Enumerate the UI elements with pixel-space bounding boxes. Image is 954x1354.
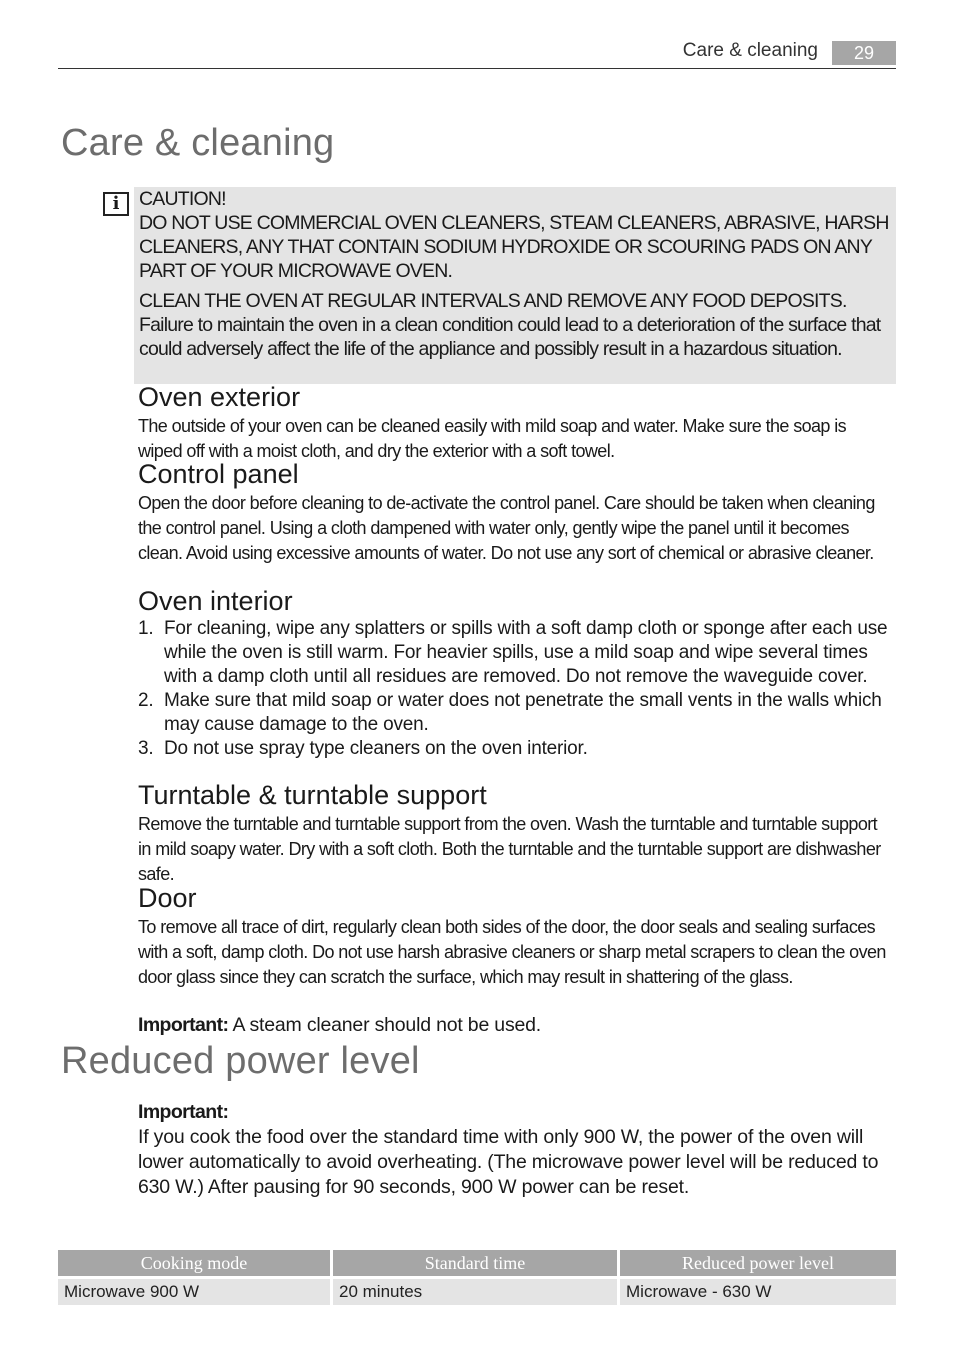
power-table — [58, 1250, 896, 1305]
table-cell: Microwave - 630 W — [620, 1279, 896, 1305]
caution-heading: CAUTION! — [139, 188, 226, 210]
header-divider — [58, 68, 896, 69]
list-item: 3. Do not use spray type cleaners on the oven interior. — [138, 738, 588, 759]
heading-oven-exterior: Oven exterior — [138, 382, 301, 412]
section-title-reduced-power: Reduced power level — [61, 1040, 420, 1082]
caution-line-1: DO NOT USE COMMERCIAL OVEN CLEANERS, STEAM CLEANERS, ABRASIVE, HARSH CLEANERS, ANY THAT CONTAIN SODIUM HYDROXIDE OR SCOURING PADS ON ANY PART OF YOUR MICROWAVE OVEN. — [139, 212, 889, 282]
table-header-cell: Cooking mode — [58, 1250, 330, 1276]
reduced-power-important-label: Important: — [138, 1101, 229, 1123]
caution-text — [139, 187, 894, 361]
text-door: To remove all trace of dirt, regularly clean both sides of the door, the door seals and sealing surfaces with a soft, damp cloth. Do not use harsh abrasive cleaners or sharp metal scrapers to clean the oven door glass since they can scratch the surface, which may result in shattering of the glass. — [138, 917, 886, 987]
table-header-cell: Standard time — [333, 1250, 617, 1276]
table-header-cell: Reduced power level — [620, 1250, 896, 1276]
heading-turntable: Turntable & turntable support — [138, 780, 487, 810]
important-text: A steam cleaner should not be used. — [228, 1014, 542, 1036]
section-title-care-cleaning: Care & cleaning — [61, 122, 335, 164]
caution-line-2: CLEAN THE OVEN AT REGULAR INTERVALS AND REMOVE ANY FOOD DEPOSITS. — [139, 290, 847, 312]
heading-oven-interior: Oven interior — [138, 586, 293, 616]
heading-control-panel: Control panel — [138, 459, 299, 489]
list-item: 2. Make sure that mild soap or water does not penetrate the small vents in the walls which may cause damage to the oven. — [138, 690, 882, 735]
text-oven-exterior: The outside of your oven can be cleaned easily with mild soap and water. Make sure the soap is wiped off with a moist cloth, and dry the exterior with a soft towel. — [138, 416, 847, 461]
table-cell: 20 minutes — [333, 1279, 617, 1305]
list-item: 1. For cleaning, wipe any splatters or spills with a soft damp cloth or sponge after each use while the oven is still warm. For heavier spills, use a mild soap and wipe several times with a damp cloth until all residues are removed. Do not remove the waveguide cover. — [138, 618, 888, 687]
caution-line-3: Failure to maintain the oven in a clean condition could lead to a deterioration of the surface that could adversely affect the life of the appliance and possibly result in a hazardous situation. — [139, 314, 881, 360]
page-number: 29 — [832, 41, 896, 65]
text-control-panel: Open the door before cleaning to de-activate the control panel. Care should be taken when cleaning the control panel. Using a cloth dampened with water only, gently wipe the panel until it becomes clean. Avoid using excessive amounts of water. Do not use any sort of chemical or abrasive cleaner. — [138, 493, 875, 563]
text-turntable: Remove the turntable and turntable support from the oven. Wash the turntable and turntable support in mild soapy water. Dry with a soft cloth. Both the turntable and the turntable support are dishwasher safe. — [138, 814, 881, 884]
table-cell: Microwave 900 W — [58, 1279, 330, 1305]
oven-interior-steps — [138, 617, 894, 761]
important-label: Important: — [138, 1014, 229, 1036]
info-icon: i — [103, 192, 129, 216]
door-important-note — [138, 1013, 898, 1038]
heading-door: Door — [138, 883, 197, 913]
table-row — [58, 1279, 896, 1305]
table-header-row — [58, 1250, 896, 1276]
running-header-title: Care & cleaning — [682, 40, 818, 61]
reduced-power-text: If you cook the food over the standard time with only 900 W, the power of the oven will lower automatically to avoid overheating. (The microwave power level will be reduced to 630 W.) After pausing for 90 seconds, 900 W power can be reset. — [138, 1126, 879, 1198]
